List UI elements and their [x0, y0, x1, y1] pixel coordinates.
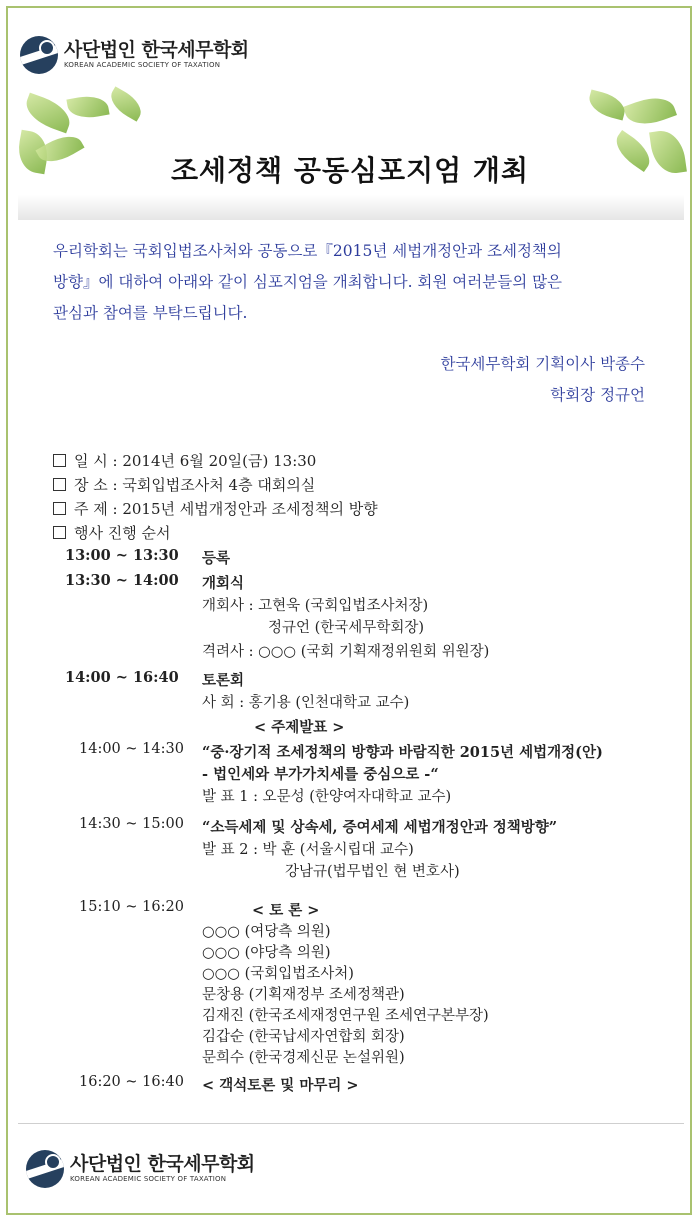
page-title: 조세정책 공동심포지엄 개최: [170, 154, 530, 187]
schedule-label: 등록: [202, 550, 231, 567]
info-venue-text: 장 소 : 국회입법조사처 4층 대회의실: [74, 476, 316, 494]
checkbox-icon: [53, 526, 66, 539]
intro-paragraph: [53, 236, 653, 329]
schedule-time: 14:00 ~ 16:40: [65, 669, 179, 686]
schedule-time: 13:00 ~ 13:30: [65, 547, 179, 564]
panelist: ○○○ (야당측 의원): [202, 945, 331, 961]
society-logo-icon: [20, 36, 58, 74]
moderator: 사 회 : 홍기용 (인천대학교 교수): [202, 695, 410, 711]
session-title: “소득세제 및 상속세, 증여세제 세법개정안과 정책방향”: [202, 819, 558, 836]
session-time: 14:30 ~ 15:00: [79, 816, 184, 832]
header-logo: [20, 36, 249, 74]
society-logo-icon: [26, 1150, 64, 1188]
logo-english: KOREAN ACADEMIC SOCIETY OF TAXATION: [70, 1175, 227, 1183]
info-date: [53, 450, 316, 471]
panelist: ○○○ (여당측 의원): [202, 924, 331, 940]
panelist: 문희수 (한국경제신문 논설위원): [202, 1050, 405, 1066]
schedule-label: 개회식: [202, 575, 245, 592]
intro-line: 우리학회는 국회입법조사처와 공동으로『2015년 세법개정안과 조세정책의: [53, 242, 562, 260]
intro-line: 관심과 참여를 부탁드립니다.: [53, 304, 248, 322]
intro-line: 방향』에 대하여 아래와 같이 심포지엄을 개최합니다. 회원 여러분들의 많은: [53, 273, 563, 291]
encouragement-speech: 격려사 : ○○○ (국회 기획재정위원회 위원장): [202, 644, 490, 660]
logo-korean: 사단법인 한국세무학회: [70, 1153, 255, 1175]
signature-director: 한국세무학회 기획이사 박종수: [440, 355, 645, 373]
opening-speech: 개회사 : 고현욱 (국회입법조사처장): [202, 598, 429, 614]
session-presenter-2: 강남규(법무법인 현 변호사): [285, 864, 460, 880]
info-topic-text: 주 제 : 2015년 세법개정안과 조세정책의 방향: [74, 500, 378, 518]
session-presenter: 발 표 1 : 오문성 (한양여자대학교 교수): [202, 789, 452, 805]
footer-divider: [18, 1123, 684, 1124]
opening-speech-2: 정규언 (한국세무학회장): [268, 620, 424, 636]
leaf-decoration-icon: [623, 91, 677, 132]
leaf-decoration-icon: [586, 89, 628, 120]
schedule-time: 13:30 ~ 14:00: [65, 572, 179, 589]
leaf-decoration-icon: [66, 93, 109, 122]
checkbox-icon: [53, 454, 66, 467]
info-date-text: 일 시 : 2014년 6월 20일(금) 13:30: [74, 452, 317, 470]
session-title: “중·장기적 조세정책의 방향과 바람직한 2015년 세법개정(안): [202, 744, 603, 761]
session-time: 15:10 ~ 16:20: [79, 899, 184, 915]
session-time: 16:20 ~ 16:40: [79, 1074, 184, 1090]
info-venue: [53, 474, 315, 495]
panelist: 김갑순 (한국납세자연합회 회장): [202, 1029, 405, 1045]
session-presenter: 발 표 2 : 박 훈 (서울시립대 교수): [202, 842, 414, 858]
logo-english: KOREAN ACADEMIC SOCIETY OF TAXATION: [64, 61, 221, 69]
closing-label: < 객석토론 및 마무리 >: [202, 1077, 359, 1094]
session-subtitle: - 법인세와 부가가치세를 중심으로 -“: [202, 766, 439, 783]
leaf-decoration-icon: [105, 86, 146, 121]
schedule-label: 토론회: [202, 672, 245, 689]
session-time: 14:00 ~ 14:30: [79, 741, 184, 757]
logo-korean: 사단법인 한국세무학회: [64, 39, 249, 61]
panelist: 김재진 (한국조세재정연구원 조세연구본부장): [202, 1008, 489, 1024]
footer-logo: [26, 1150, 255, 1188]
signature-president: 학회장 정규언: [550, 386, 645, 404]
info-program: [53, 522, 170, 543]
topic-header: < 주제발표 >: [254, 719, 345, 736]
info-program-text: 행사 진행 순서: [74, 524, 171, 542]
discussion-header: < 토 론 >: [252, 902, 320, 919]
info-topic: [53, 498, 378, 519]
panelist: 문창용 (기획재정부 조세정책관): [202, 987, 405, 1003]
checkbox-icon: [53, 478, 66, 491]
checkbox-icon: [53, 502, 66, 515]
panelist: ○○○ (국회입법조사처): [202, 966, 354, 982]
